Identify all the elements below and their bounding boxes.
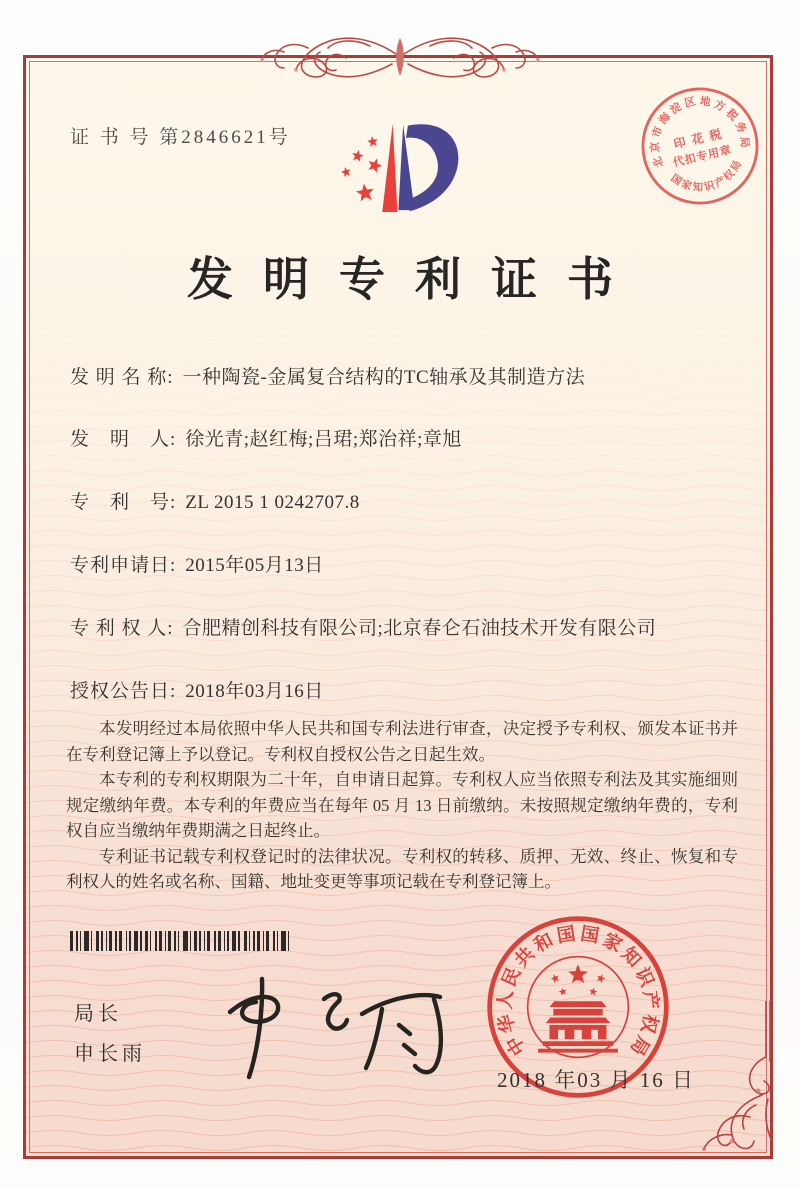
top-ornament-icon bbox=[250, 24, 550, 90]
svg-text:务: 务 bbox=[732, 120, 748, 135]
certificate-title: 发明专利证书 bbox=[187, 254, 643, 305]
body-paragraph: 本发明经过本局依照中华人民共和国专利法进行审查，决定授予专利权、颁发本证书并在专利登记簿上予以登记。专利权自授权公告之日起生效。 bbox=[66, 719, 738, 764]
field-row-patent-number bbox=[70, 487, 750, 514]
barcode bbox=[70, 931, 298, 951]
star-icon bbox=[341, 136, 382, 201]
field-label: 专利申请日: bbox=[70, 555, 177, 576]
svg-text:国: 国 bbox=[578, 923, 601, 948]
svg-text:地: 地 bbox=[699, 95, 712, 109]
svg-text:税: 税 bbox=[723, 107, 740, 124]
svg-text:知: 知 bbox=[616, 943, 645, 972]
svg-text:区: 区 bbox=[683, 95, 697, 110]
svg-text:北: 北 bbox=[651, 154, 667, 170]
field-row-filing-date bbox=[70, 550, 750, 577]
certificate-number: 证 书 号 第2846621号 bbox=[70, 127, 291, 148]
seal-date: 2018 年03 月 16 日 bbox=[497, 1068, 695, 1092]
svg-text:产: 产 bbox=[638, 989, 662, 1011]
director-block bbox=[74, 994, 146, 1074]
svg-text:共: 共 bbox=[511, 943, 540, 972]
svg-text:国: 国 bbox=[668, 172, 684, 188]
svg-text:家: 家 bbox=[599, 929, 626, 957]
field-label: 专 利 号: bbox=[70, 492, 177, 513]
director-title: 局长 bbox=[74, 1003, 122, 1025]
body-paragraph: 专利证书记载专利权登记时的法律状况。专利权的转移、质押、无效、终止、恢复和专利权人的姓名或名称、国籍、地址变更等事项记载在专利登记簿上。 bbox=[66, 846, 738, 891]
svg-text:民: 民 bbox=[498, 964, 526, 990]
director-name: 申长雨 bbox=[74, 1043, 146, 1065]
field-value: 2015年05月13日 bbox=[185, 555, 324, 576]
field-label: 授权公告日: bbox=[70, 681, 177, 702]
national-emblem-icon bbox=[538, 964, 618, 1052]
svg-text:淀: 淀 bbox=[668, 100, 684, 117]
svg-text:市: 市 bbox=[650, 125, 666, 140]
field-value: 徐光青;赵红梅;吕珺;郑治祥;章旭 bbox=[185, 429, 462, 450]
field-value: ZL 2015 1 0242707.8 bbox=[185, 492, 360, 513]
stamp-center-line2: 代扣专用章 bbox=[671, 144, 734, 170]
svg-text:人: 人 bbox=[494, 989, 518, 1011]
svg-text:识: 识 bbox=[630, 964, 658, 990]
svg-text:家: 家 bbox=[679, 178, 694, 193]
signature-icon bbox=[196, 972, 458, 1084]
svg-text:京: 京 bbox=[649, 141, 662, 153]
legal-text bbox=[66, 716, 738, 895]
field-value: 合肥精创科技有限公司;北京春仑石油技术开发有限公司 bbox=[182, 618, 657, 639]
svg-text:局: 局 bbox=[729, 159, 745, 174]
field-label: 专 利 权 人: bbox=[70, 618, 174, 639]
svg-text:局: 局 bbox=[737, 136, 751, 149]
corner-ornament-icon bbox=[686, 1001, 774, 1159]
svg-text:知: 知 bbox=[692, 182, 704, 194]
field-row-patentee bbox=[70, 613, 750, 640]
field-row-inventors bbox=[70, 424, 750, 451]
svg-text:局: 局 bbox=[625, 1031, 654, 1059]
svg-text:海: 海 bbox=[656, 110, 673, 127]
stamp-center-line1: 印 花 税 bbox=[672, 126, 725, 152]
svg-text:方: 方 bbox=[712, 98, 728, 114]
svg-text:华: 华 bbox=[495, 1012, 520, 1036]
svg-text:权: 权 bbox=[636, 1012, 661, 1036]
svg-text:权: 权 bbox=[722, 168, 738, 184]
body-paragraph: 本专利的专利权期限为二十年，自申请日起算。专利权人应当依照专利法及其实施细则规定缴纳年费。本专利的年费应当在每年 05 月 13 日前缴纳。未按照规定缴纳年费的，专利权自应当缴纳年费期满之日起终止。 bbox=[66, 770, 738, 840]
field-value: 一种陶瓷-金属复合结构的TC轴承及其制造方法 bbox=[182, 367, 586, 388]
cnipa-logo-icon bbox=[330, 90, 482, 222]
svg-text:识: 识 bbox=[703, 180, 716, 194]
field-label: 发 明 人: bbox=[70, 429, 177, 450]
svg-text:产: 产 bbox=[713, 175, 728, 191]
field-label: 发 明 名 称: bbox=[70, 367, 174, 388]
svg-text:中: 中 bbox=[502, 1031, 531, 1059]
svg-text:国: 国 bbox=[555, 923, 578, 948]
field-row-grant-date bbox=[70, 676, 750, 703]
field-row-invention-name bbox=[70, 362, 750, 389]
svg-text:和: 和 bbox=[530, 929, 557, 957]
field-value: 2018年03月16日 bbox=[185, 681, 324, 702]
